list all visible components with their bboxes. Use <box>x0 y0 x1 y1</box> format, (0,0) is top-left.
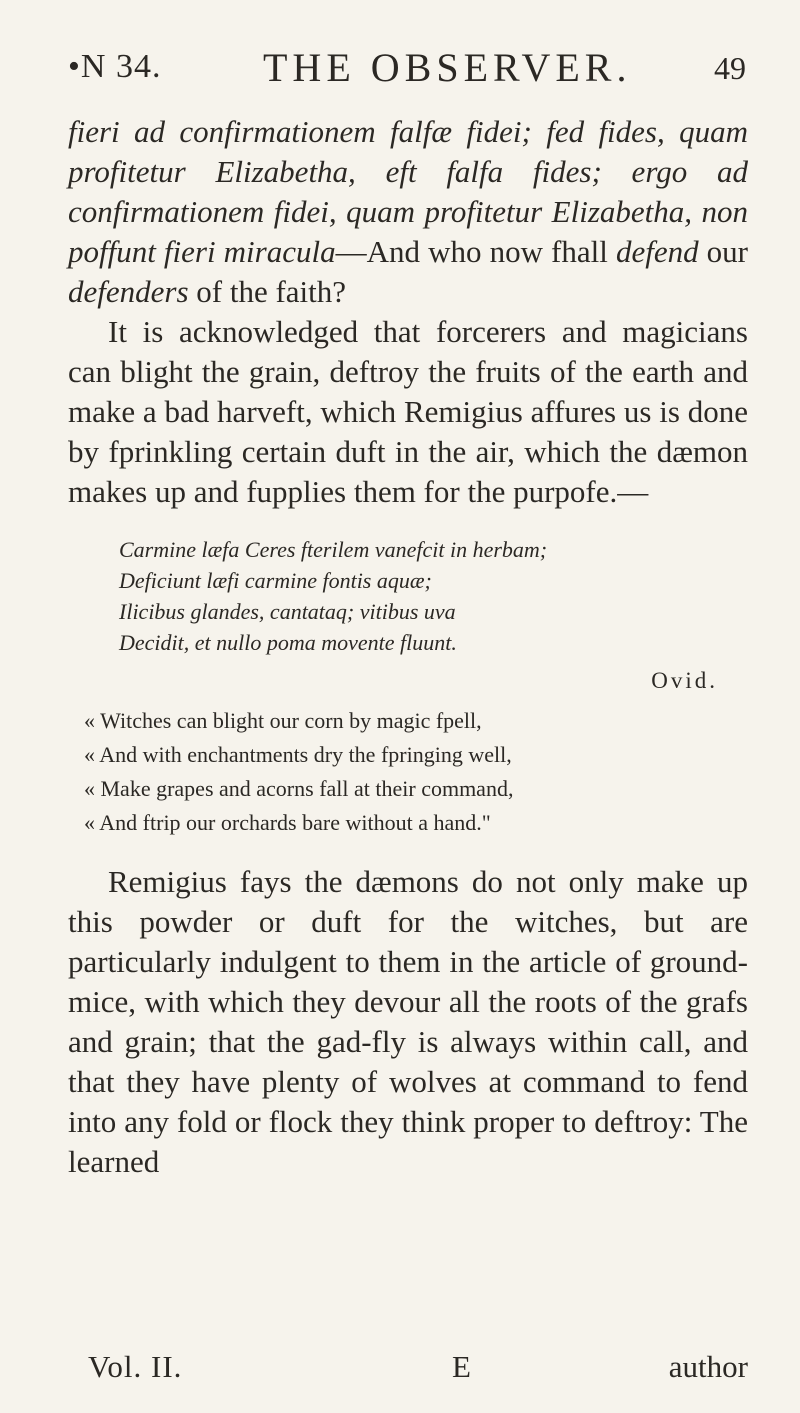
argument-comment: —And who now fhall <box>335 234 616 269</box>
volume-mark: Vol. II. <box>88 1349 183 1384</box>
running-title: THE OBSERVER. <box>263 45 632 90</box>
translation-line: « Witches can blight our corn by magic fpell, <box>84 708 482 733</box>
verse-line: Ilicibus glandes, cantataq; vitibus uva <box>119 599 456 624</box>
paragraph-remigius: Remigius fays the dæmons do not only make up this powder or duft for the witches, but are particularly indulgent to them in the article of ground-mice, with which they devour all the roots of the grafs and grain; that the gad-fly is always within call, and that they have plenty of wolves at command to fend into any fold or flock they think proper to deftroy: The learned <box>68 864 748 1179</box>
latin-verse <box>68 534 748 658</box>
translation-line: « Make grapes and acorns fall at their command, <box>84 776 514 801</box>
catchword: author <box>668 1349 748 1384</box>
page-number: 49 <box>714 50 746 86</box>
translation-line: « And with enchantments dry the fpringing well, <box>84 742 512 767</box>
paragraph-sorcerers: It is acknowledged that forcerers and magicians can blight the grain, deftroy the fruits of the earth and make a bad harveft, which Remigius affures us is done by fprinkling certain duft in the air, which the dæmon makes up and fupplies them for the purpofe.— <box>68 314 748 509</box>
verse-translation <box>68 704 748 840</box>
translation-line: « And ftrip our orchards bare without a hand." <box>84 810 491 835</box>
defenders-word: defenders <box>68 274 189 309</box>
header-signature: •N 34. <box>68 48 162 85</box>
latin-argument: fieri ad confirmationem falfæ fidei; fed fides, quam profitetur Elizabetha, eft falfa fides; ergo ad confirmationem fidei, quam profitetur Elizabetha, non poffunt fieri miracula <box>68 114 748 269</box>
signature-line <box>68 1349 748 1393</box>
paragraph-latin-argument <box>68 112 748 312</box>
argument-comment-2: our <box>698 234 749 269</box>
argument-comment-3: of the faith? <box>188 274 347 309</box>
defend-word: defend <box>615 234 699 269</box>
running-header <box>68 40 760 100</box>
page-body <box>68 112 748 1182</box>
signature-mark: E <box>452 1349 471 1384</box>
verse-line: Carmine læfa Ceres fterilem vanefcit in herbam; <box>119 537 548 562</box>
verse-line: Decidit, et nullo poma movente fluunt. <box>119 630 457 655</box>
verse-attribution: Ovid. <box>651 668 718 693</box>
verse-line: Deficiunt læfi carmine fontis aquæ; <box>119 568 432 593</box>
